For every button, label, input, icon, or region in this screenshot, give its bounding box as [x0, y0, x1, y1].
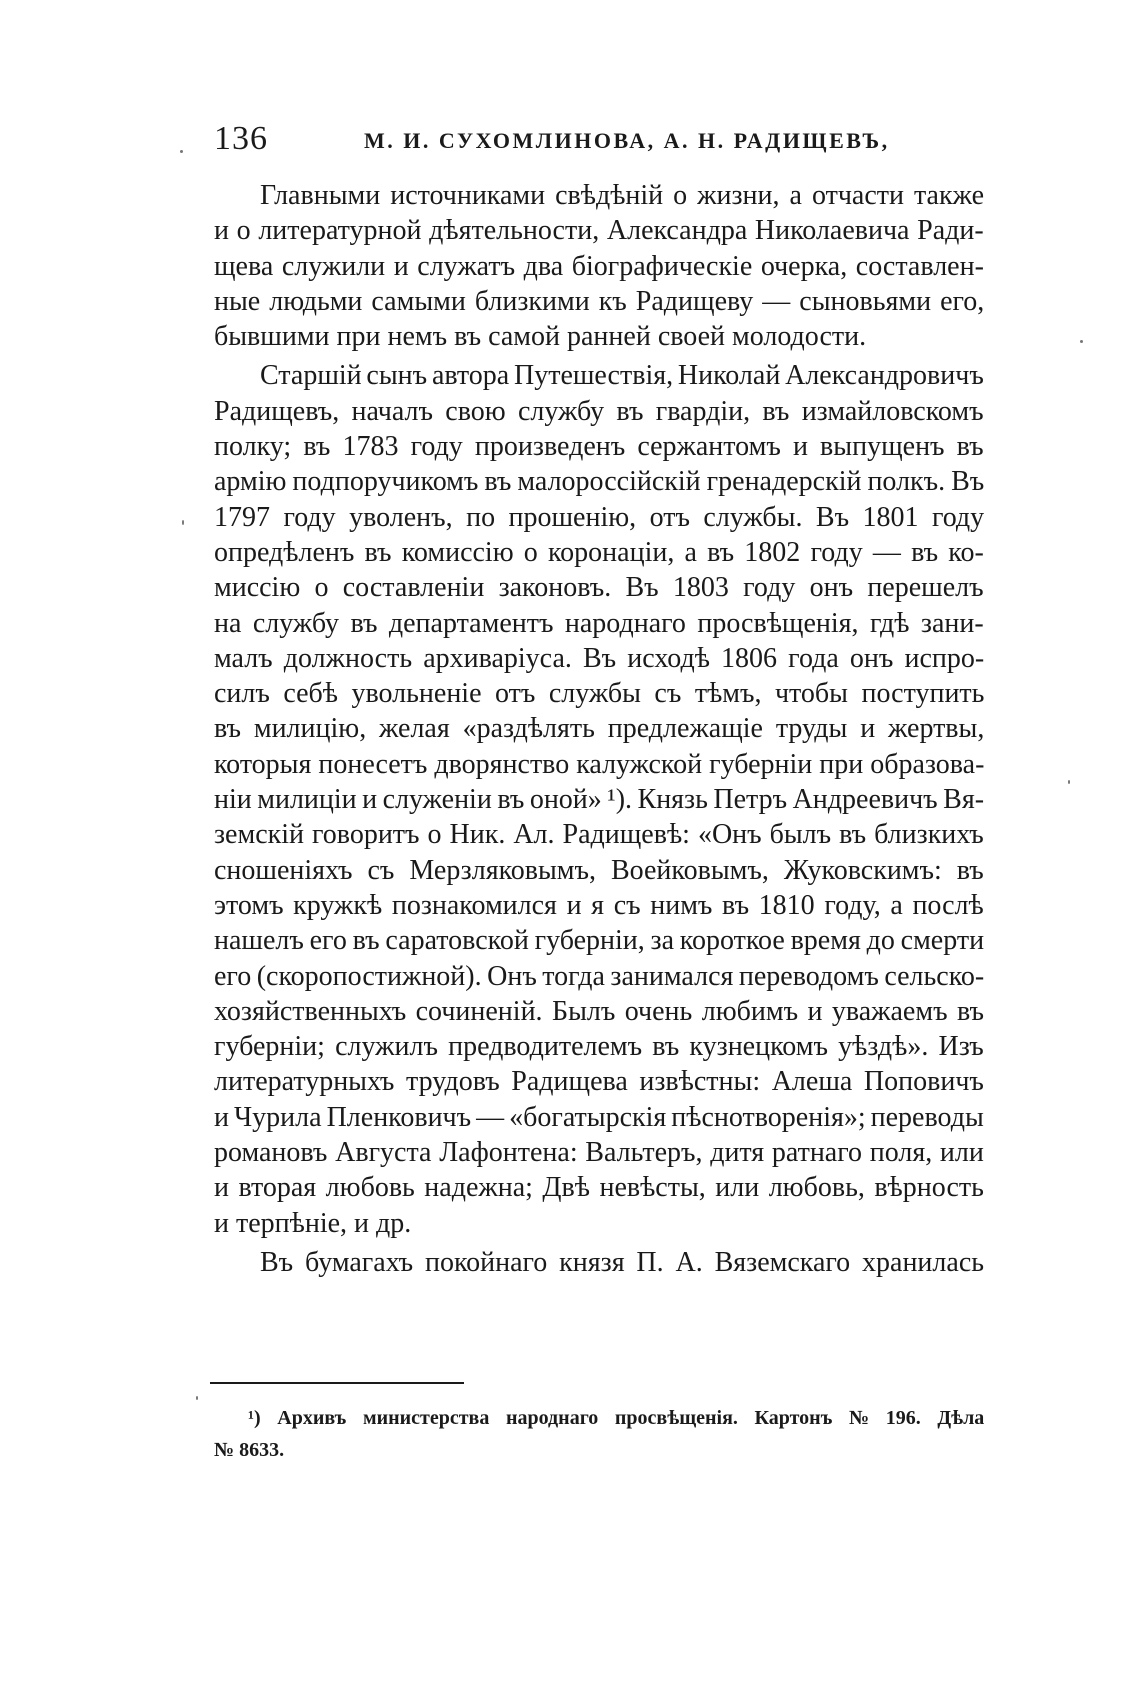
text-line: и о литературной дѣятельности, Александра Николаевича Ради-	[214, 215, 984, 247]
text-line: сношеніяхъ съ Мерзляковымъ, Воейковымъ, Жуковскимъ: въ	[214, 854, 984, 886]
text-line: романовъ Августа Лафонтена: Вальтеръ, дитя ратнаго поля, или	[214, 1137, 984, 1169]
text-line: и вторая любовь надежна; Двѣ невѣсты, или любовь, вѣрность	[214, 1172, 984, 1204]
text-line: малъ должность архиваріуса. Въ исходѣ 1806 года онъ испро-	[214, 642, 985, 674]
text-line: которыя понесетъ дворянство калужской губерніи при образова-	[214, 748, 985, 780]
text-line: Радищевъ, началъ свою службу въ гвардіи, въ измайловскомъ	[214, 395, 984, 427]
footnote	[214, 1402, 984, 1466]
text-line: армію подпоручикомъ въ малороссійскій гренадерскій полкъ. Въ	[214, 466, 985, 498]
scan-speck	[180, 150, 183, 153]
scan-speck	[1080, 340, 1083, 343]
text-line: ніи милиціи и служеніи въ оной» ¹). Князь Петръ Андреевичъ Вя-	[214, 784, 985, 816]
text-line: въ милицію, желая «раздѣлять предлежащіе труды и жертвы,	[214, 713, 985, 745]
text-line: земскій говоритъ о Ник. Ал. Радищевѣ: «Онъ былъ въ близкихъ	[214, 819, 984, 851]
page-number: 136	[214, 120, 268, 157]
text-line: ные людьми самыми близкими къ Радищеву — сыновьями его,	[214, 285, 985, 317]
text-line: миссію о составленіи законовъ. Въ 1803 году онъ перешелъ	[214, 572, 984, 604]
paragraph	[214, 178, 984, 354]
text-line: щева служили и служатъ два біографическіе очерка, составлен-	[214, 250, 984, 282]
scan-speck	[182, 520, 184, 525]
footnote-line: № 8633.	[214, 1439, 285, 1461]
text-line: этомъ кружкѣ познакомился и я съ нимъ въ 1810 году, а послѣ	[214, 889, 984, 921]
text-line: и терпѣніе, и др.	[214, 1207, 412, 1239]
scan-speck	[196, 1396, 198, 1400]
page-header	[214, 120, 984, 160]
text-line: на службу въ департаментъ народнаго просвѣщенія, гдѣ зани-	[214, 607, 984, 639]
text-line: губерніи; служилъ предводителемъ въ кузнецкомъ уѣздѣ». Изъ	[214, 1031, 984, 1063]
footnote-line: ¹) Архивъ министерства народнаго просвѣщенія. Картонъ № 196. Дѣла	[248, 1407, 985, 1429]
text-line: Старшій сынъ автора Путешествія, Николай Александровичъ	[260, 360, 984, 392]
body-text	[214, 178, 984, 1284]
text-line: бывшими при немъ въ самой ранней своей молодости.	[214, 321, 867, 353]
scan-speck	[1068, 780, 1070, 784]
text-line: и Чурила Пленковичъ — «богатырскія пѣснотворенія»; переводы	[214, 1101, 984, 1133]
footnote-divider	[210, 1382, 464, 1384]
text-line: силъ себѣ увольненіе отъ службы съ тѣмъ, чтобы поступить	[214, 678, 985, 710]
text-line: полку; въ 1783 году произведенъ сержантомъ и выпущенъ въ	[214, 431, 984, 463]
text-line: хозяйственныхъ сочиненій. Былъ очень любимъ и уважаемъ въ	[214, 995, 984, 1027]
paragraph	[214, 1245, 984, 1280]
text-line: его (скоропостижной). Онъ тогда занимался переводомъ сельско-	[214, 960, 985, 992]
paragraph	[214, 358, 984, 1240]
text-line: нашелъ его въ саратовской губерніи, за короткое время до смерти	[214, 925, 985, 957]
text-line: Главными источниками свѣдѣній о жизни, а отчасти также	[260, 180, 984, 211]
text-line: 1797 году уволенъ, по прошенію, отъ службы. Въ 1801 году	[214, 501, 985, 533]
running-title: М. И. СУХОМЛИНОВА, А. Н. РАДИЩЕВЪ,	[364, 128, 890, 153]
text-line: Въ бумагахъ покойнаго князя П. А. Вяземскаго хранилась	[260, 1246, 985, 1278]
text-line: литературныхъ трудовъ Радищева извѣстны: Алеша Поповичъ	[214, 1066, 984, 1098]
text-line: опредѣленъ въ комиссію о коронаціи, а въ 1802 году — въ ко-	[214, 536, 984, 568]
